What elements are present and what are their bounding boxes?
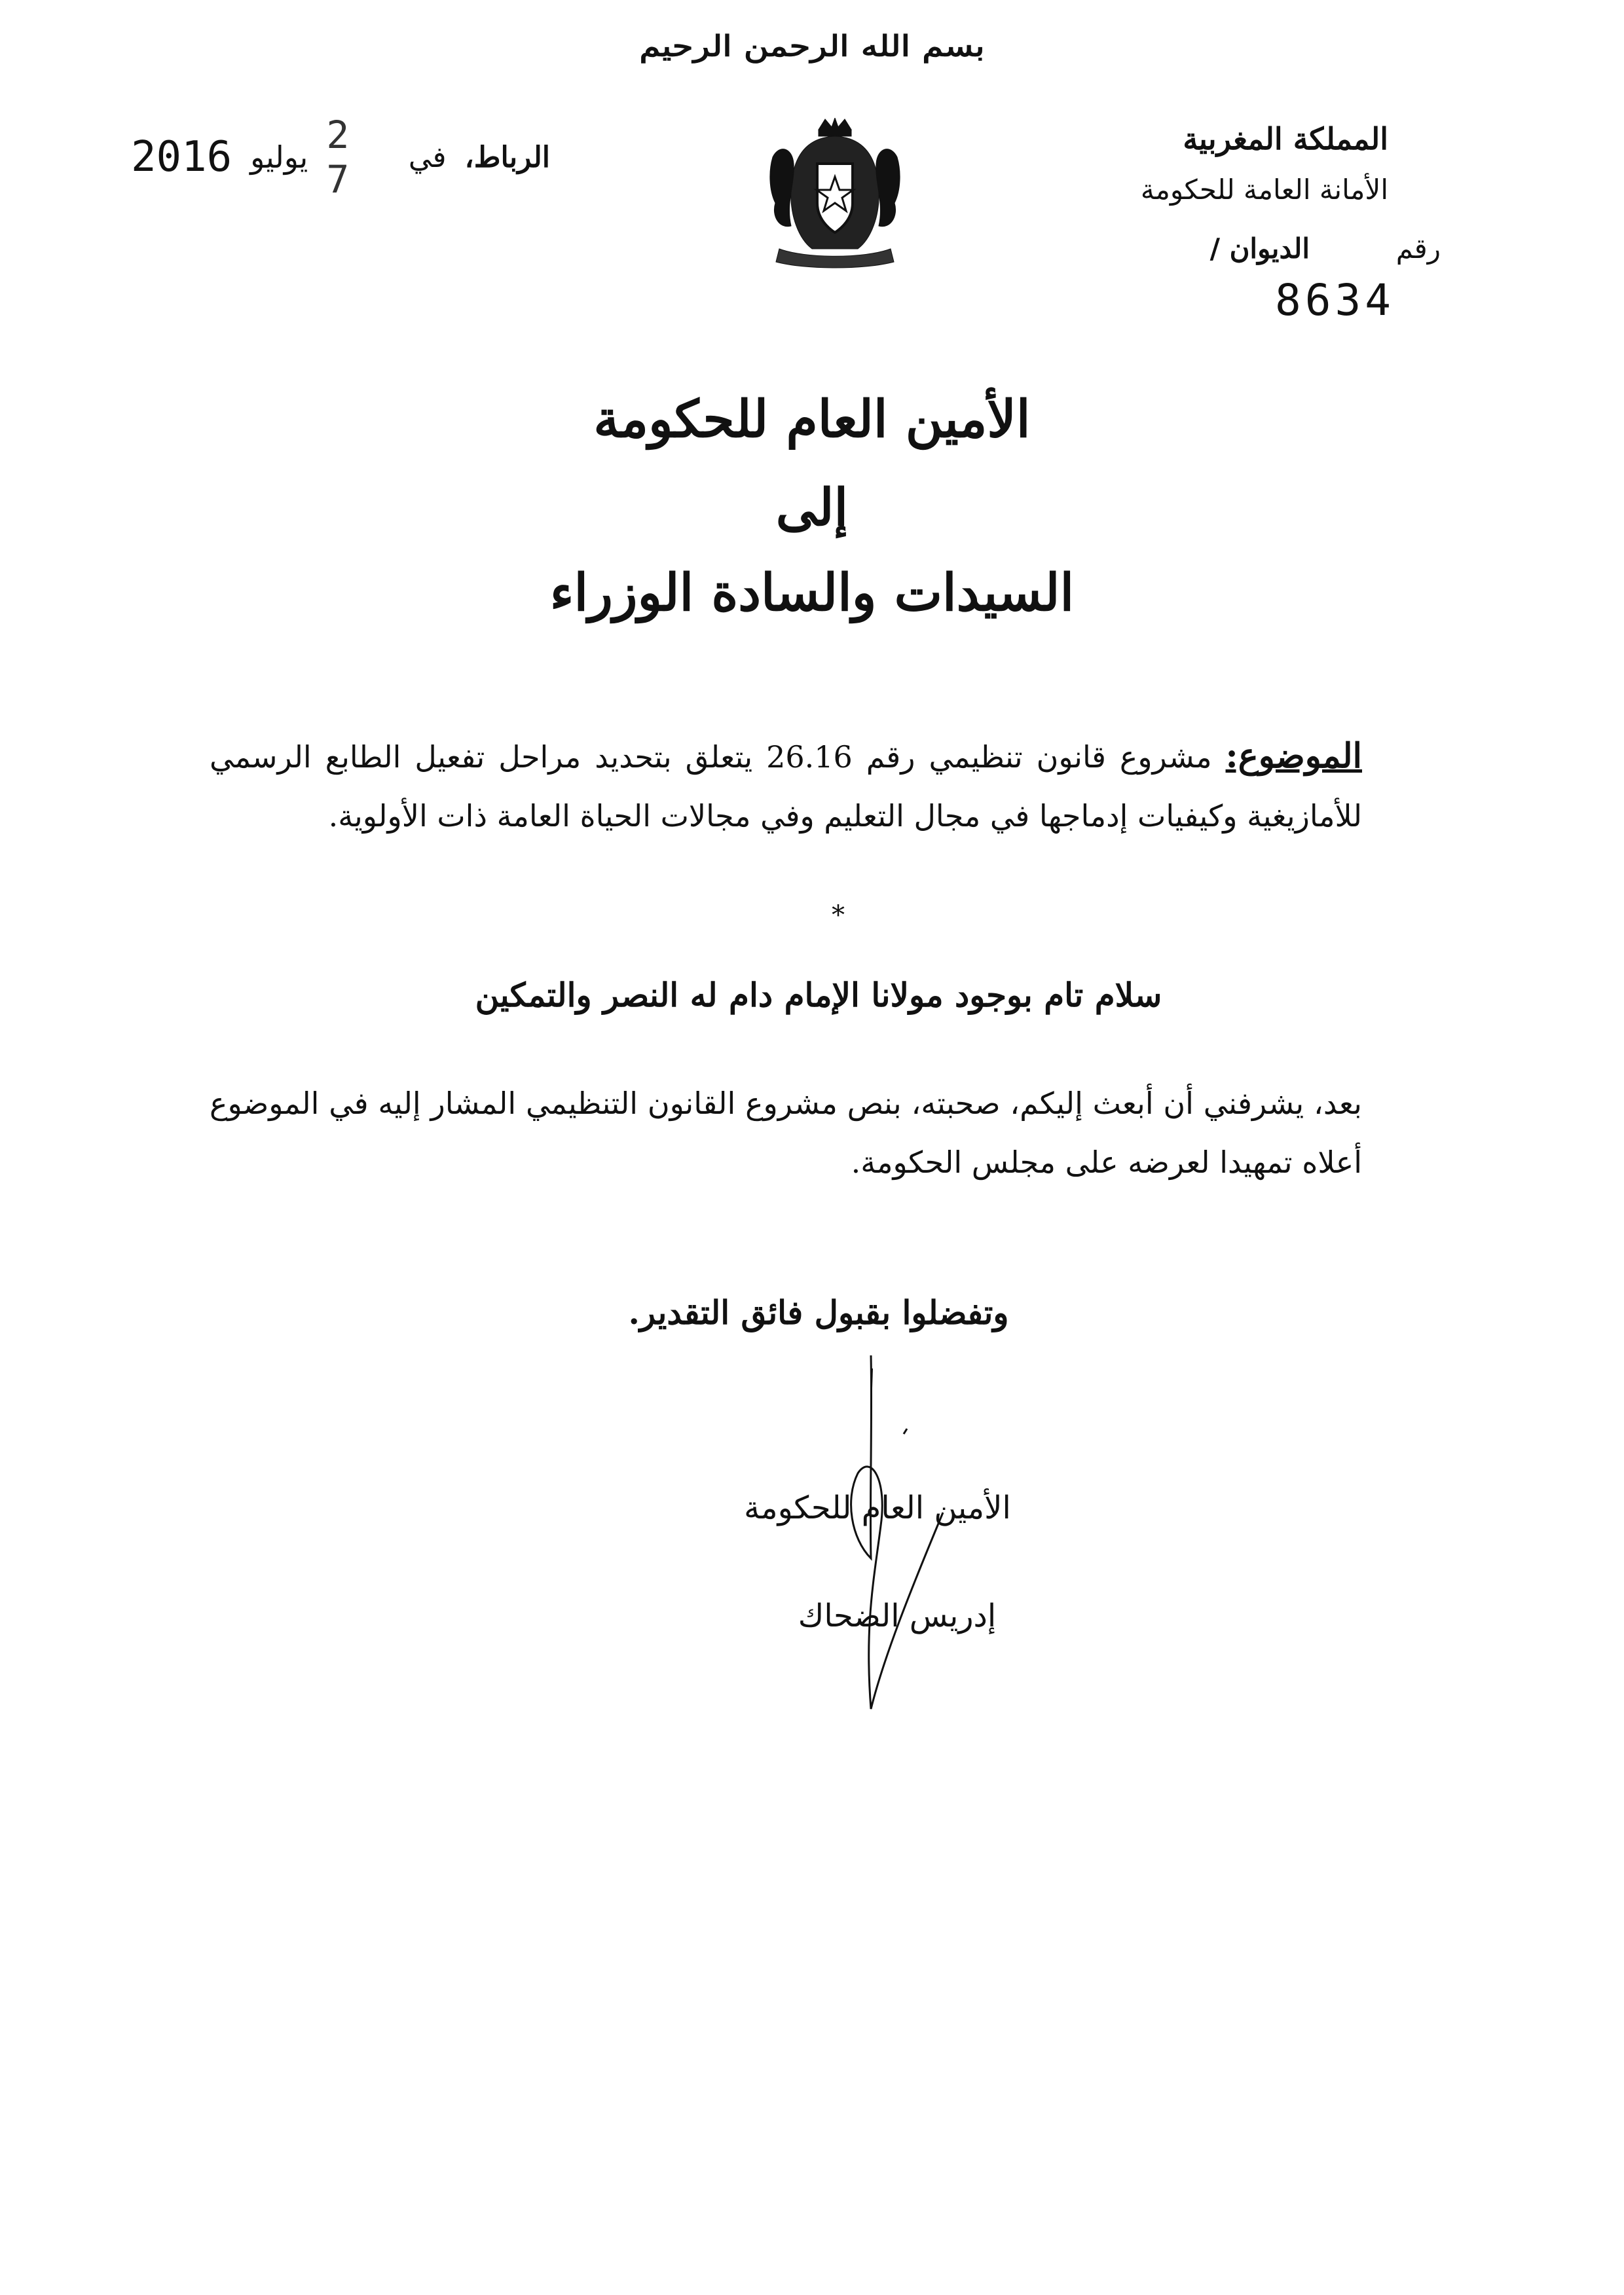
date-day: 2 7: [326, 113, 350, 202]
basmala: [616, 26, 1008, 85]
royal-emblem-icon: [766, 118, 904, 268]
date-place: الرباط،: [464, 140, 550, 174]
sender-title: الأمين العام للحكومة: [593, 390, 1031, 449]
reference-office: الديوان /: [1209, 232, 1310, 265]
closing-line: وتفضلوا بقبول فائق التقدير.: [628, 1293, 1009, 1332]
reference-line: [1100, 232, 1441, 278]
date-line: [131, 113, 550, 202]
basmala-text: بسم الله الرحمن الرحيم: [639, 29, 985, 64]
recipients-title: السيدات والسادة الوزراء: [549, 563, 1075, 623]
reference-label: رقم: [1395, 232, 1441, 265]
separator-star: *: [832, 900, 845, 930]
signatory-title: الأمين العام للحكومة: [744, 1490, 1011, 1526]
to-label: إلى: [775, 478, 849, 538]
date-fi: في: [408, 140, 447, 174]
signatory-name: إدريس الضحاك: [798, 1598, 997, 1634]
reference-number: 8634: [1275, 275, 1395, 325]
subject-label: الموضوع:: [1225, 736, 1363, 776]
kingdom-label: المملكة المغربية: [1183, 121, 1388, 156]
subject-text: مشروع قانون تنظيمي رقم 26.16 يتعلق بتحديد مراحل تفعيل الطابع الرسمي للأمازيغية وكيفيات إدماجها في مجال التعليم وفي مجالات الحياة العامة ذات الأولوية.: [210, 739, 1362, 834]
date-month: يوليو: [250, 139, 308, 175]
subject-paragraph: [210, 727, 1362, 845]
salutation: سلام تام بوجود مولانا الإمام دام له النصر والتمكين: [475, 976, 1162, 1014]
date-year: 2016: [131, 133, 232, 181]
handwritten-signature: [773, 1342, 982, 1768]
body-paragraph: بعد، يشرفني أن أبعث إليكم، صحبته، بنص مشروع القانون التنظيمي المشار إليه في الموضوع أعلاه تمهيدا لعرضه على مجلس الحكومة.: [210, 1086, 1362, 1180]
secretariat-label: الأمانة العامة للحكومة: [1140, 174, 1388, 206]
